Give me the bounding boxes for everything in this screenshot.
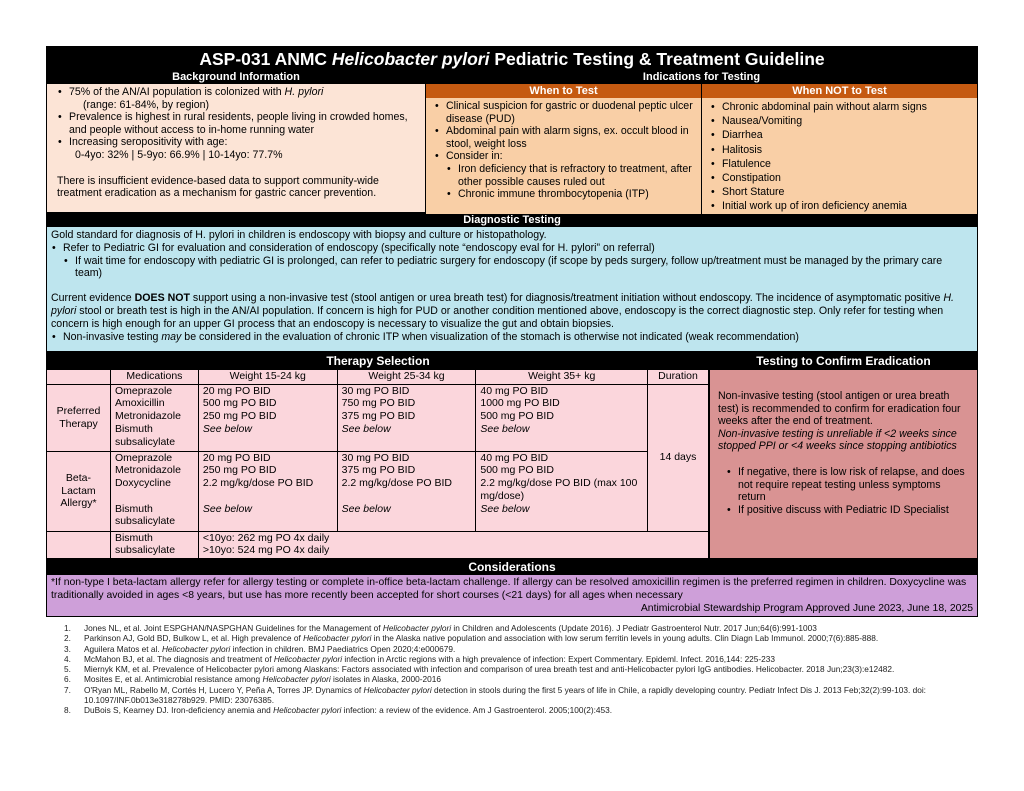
when-not-header: When NOT to Test xyxy=(702,84,977,98)
title-suffix: Pediatric Testing & Treatment Guideline xyxy=(489,49,825,69)
col-header: Duration xyxy=(648,370,709,384)
reference-text: McMahon BJ, et al. The diagnosis and treatment of Helicobacter pylori infection in Arctic regions with a high prevalence of infection: Expert Commentary. Epideml. Infect. 2016,144: 225-233 xyxy=(84,653,776,664)
therapy-section xyxy=(46,352,978,559)
beta-w1-doses: 20 mg PO BID 250 mg PO BID 2.2 mg/kg/dose PO BID xyxy=(202,451,314,490)
preferred-label: Preferred Therapy xyxy=(47,384,111,451)
reference-item xyxy=(64,685,964,706)
title-prefix: ASP-031 ANMC xyxy=(199,49,332,69)
not-item: • Flatulence xyxy=(710,157,973,171)
diagnostic-gold: Gold standard for diagnosis of H. pylori in children is endoscopy with biopsy and culture or histopathology. xyxy=(51,229,547,241)
preferred-w3-doses: 40 mg PO BID 1000 mg PO BID 500 mg PO BID xyxy=(480,384,560,423)
last-1: Non-invasive testing xyxy=(63,330,162,343)
not-item: • Chronic abdominal pain without alarm signs xyxy=(710,100,973,114)
not-item: • Diarrhea xyxy=(710,128,973,142)
not-item: • Halitosis xyxy=(710,143,973,157)
eradication-bullet: • If negative, there is low risk of relapse, and does not require repeat testing unless symptoms return xyxy=(726,466,969,504)
current-1: Current evidence xyxy=(51,292,135,305)
preferred-w2 xyxy=(337,384,476,451)
eradication-panel xyxy=(710,352,977,558)
references xyxy=(64,623,964,716)
when-item: • Abdominal pain with alarm signs, ex. occult blood in stool, weight loss xyxy=(434,125,697,150)
not-item: • Nausea/Vomiting xyxy=(710,114,973,128)
reference-item xyxy=(64,664,964,674)
reference-number: 2. xyxy=(64,633,71,644)
beta-w2-doses: 30 mg PO BID 375 mg PO BID 2.2 mg/kg/dose PO BID xyxy=(341,451,452,490)
last-italic: may xyxy=(161,330,182,343)
reference-text: Miernyk KM, et al. Prevalence of Helicobacter pylori among Alaskans: Factors associated with infection and comparison of urea breath test and anti-Helicobacter pylori IgG antibodies. Helicobacter. 2018 Jun;23(3):e12482. xyxy=(84,664,895,675)
bismuth-dose: <10yo: 262 mg PO 4x daily >10yo: 524 mg PO 4x daily xyxy=(198,531,708,558)
col-header: Medications xyxy=(110,370,198,384)
reference-text: Mosites E, et al. Antimicrobial resistance among Helicobacter pylori isolates in Alaska, 2000-2016 xyxy=(84,674,441,685)
indications-header: Indications for Testing xyxy=(426,70,977,84)
therapy-header: Therapy Selection xyxy=(47,352,709,370)
preferred-w2-doses: 30 mg PO BID 750 mg PO BID 375 mg PO BID xyxy=(341,384,416,423)
preferred-row xyxy=(47,384,709,451)
preferred-meds: Omeprazole Amoxicillin Metronidazole Bismuth subsalicylate xyxy=(110,384,198,451)
reference-text: O'Ryan ML, Rabello M, Cortés H, Lucero Y, Peña A, Torres JP. Dynamics of Helicobacter pylori detection in stools during the first 5 years of life in Chile, a rapidly developing country. Pediatr Infect Dis J. 2013 Feb;32(2):99-103. doi: 10.1097/INF.0b013e318278b929. PMID: 23076385. xyxy=(84,684,926,706)
considerations-panel xyxy=(46,559,978,617)
current-bold: DOES NOT xyxy=(134,292,190,305)
col-header: Weight 35+ kg xyxy=(476,370,648,384)
diagnostic-last xyxy=(51,331,971,344)
guideline-page xyxy=(46,46,978,617)
background-body xyxy=(47,84,425,200)
reference-text: Jones NL, et al. Joint ESPGHAN/NASPGHAN Guidelines for the Management of Helicobacter pylori in Children and Adolescents (Update 2016). J Pediatr Gastroenterol Nutr. 2017 Jun;64(6):991-1003 xyxy=(84,623,817,633)
see-below: See below xyxy=(202,502,252,515)
when-item: • Clinical suspicion for gastric or duodenal peptic ulcer disease (PUD) xyxy=(434,100,697,125)
diagnostic-body xyxy=(47,227,977,343)
not-item: • Initial work up of iron deficiency anemia xyxy=(710,199,973,213)
when-to-test-header: When to Test xyxy=(426,84,701,98)
last-2: be considered in the evaluation of chronic ITP when visualization of the stomach is otherwise not indicated (weak recommendation) xyxy=(181,330,799,343)
diagnostic-bullet: • If wait time for endoscopy with pediatric GI is prolonged, can refer to pediatric surgery for endoscopy (if scope by peds surgery, follow up/treatment must be managed by the primary care team) xyxy=(63,255,971,281)
see-below: See below xyxy=(341,502,391,515)
background-header: Background Information xyxy=(47,70,425,84)
bismuth-row xyxy=(47,531,709,558)
beta-w1 xyxy=(198,451,337,531)
diagnostic-current xyxy=(51,292,971,330)
consider-item: • Chronic immune thrombocytopenia (ITP) xyxy=(446,188,697,201)
eradication-text: Non-invasive testing (stool antigen or urea breath test) is recommended to confirm for eradication four weeks after the end of treatment. xyxy=(718,390,961,428)
title-italic: Helicobacter pylori xyxy=(331,49,490,69)
diagnostic-bullet: • Refer to Pediatric GI for evaluation and consideration of endoscopy (specifically note “endoscopy eval for H. pylori” on referral) xyxy=(51,242,971,255)
background-bullet xyxy=(57,86,419,111)
eradication-bullet: • If positive discuss with Pediatric ID Specialist xyxy=(726,504,969,517)
reference-number: 5. xyxy=(64,664,71,675)
consider-item: • Iron deficiency that is refractory to treatment, after other possible causes ruled out xyxy=(446,163,697,188)
therapy-table xyxy=(46,370,709,558)
indications-columns xyxy=(426,84,977,214)
beta-row xyxy=(47,451,709,531)
reference-item xyxy=(64,674,964,684)
reference-item xyxy=(64,623,964,633)
bg-b1-range: (range: 61-84%, by region) xyxy=(83,98,210,111)
see-below: See below xyxy=(480,422,530,435)
bg-b3: Increasing seropositivity with age: xyxy=(69,136,228,149)
diagnostic-header: Diagnostic Testing xyxy=(47,213,977,227)
eradication-italic: Non-invasive testing is unreliable if <2 weeks since stopped PPI or <4 weeks since stopping antibiotics xyxy=(718,427,957,453)
bg-b1-text: 75% of the AN/AI population is colonized with xyxy=(69,86,285,98)
table-header-row xyxy=(47,370,709,384)
bg-b3-ages: 0-4yo: 32% | 5-9yo: 66.9% | 10-14yo: 77.7% xyxy=(75,148,283,161)
considerations-header: Considerations xyxy=(47,559,977,575)
background-bullet xyxy=(57,136,419,161)
reference-text: Aguilera Matos et al. Helicobacter pylori infection in children. BMJ Paediatrics Open 2020;4:e000679. xyxy=(84,643,456,654)
page-title xyxy=(46,46,978,70)
reference-number: 8. xyxy=(64,705,71,716)
reference-number: 1. xyxy=(64,623,71,633)
reference-item xyxy=(64,633,964,643)
reference-number: 4. xyxy=(64,653,71,664)
header-empty xyxy=(47,370,111,384)
not-item: • Constipation xyxy=(710,171,973,185)
beta-w2 xyxy=(337,451,476,531)
background-panel xyxy=(47,70,426,212)
indications-panel xyxy=(426,70,977,212)
bismuth-empty xyxy=(47,531,111,558)
when-not-body xyxy=(702,98,977,214)
when-to-test-body xyxy=(426,98,701,201)
background-note: There is insufficient evidence-based data to support community-wide treatment eradication as a mechanism for gastric cancer prevention. xyxy=(57,174,379,200)
reference-item xyxy=(64,705,964,715)
current-2: support using a non-invasive test (stool antigen or urea breath test) for diagnosis/treatment initiation without endoscopy. The incidence of asymptomatic positive xyxy=(189,292,944,305)
see-below: See below xyxy=(341,422,391,435)
preferred-w1 xyxy=(198,384,337,451)
reference-text: Parkinson AJ, Gold BD, Bulkow L, et al. High prevalence of Helicobacter pylori in the Alaska native population and association with low serum ferritin levels in young adults. Clin Diagn Lab Immunol. 2000;7(6):885-888. xyxy=(84,633,879,644)
therapy-panel xyxy=(47,352,710,558)
beta-w3-doses: 40 mg PO BID 500 mg PO BID 2.2 mg/kg/dose PO BID (max 100 mg/dose) xyxy=(480,451,638,502)
beta-label: Beta-Lactam Allergy* xyxy=(47,451,111,531)
background-bullet: • Prevalence is highest in rural residents, people living in crowded homes, and people without access to in-home running water xyxy=(57,111,419,136)
reference-number: 7. xyxy=(64,684,71,695)
eradication-body xyxy=(710,370,977,516)
see-below: See below xyxy=(480,502,530,515)
when-item: • Consider in: xyxy=(434,150,697,163)
col-header: Weight 25-34 kg xyxy=(337,370,476,384)
eradication-header: Testing to Confirm Eradication xyxy=(710,352,977,370)
duration-cell: 14 days xyxy=(648,384,709,531)
preferred-w3 xyxy=(476,384,648,451)
reference-text: DuBois S, Kearney DJ. Iron-deficiency anemia and Helicobacter pylori infection: a review of the evidence. Am J Gastroenterol. 2005;100(2):453. xyxy=(84,705,613,716)
reference-item xyxy=(64,654,964,664)
when-to-test-panel xyxy=(426,84,702,214)
beta-meds: Omeprazole Metronidazole Doxycycline Bismuth subsalicylate xyxy=(110,451,198,531)
diagnostic-panel xyxy=(46,213,978,352)
reference-number: 6. xyxy=(64,674,71,685)
beta-w3 xyxy=(476,451,648,531)
not-item: • Short Stature xyxy=(710,185,973,199)
see-below: See below xyxy=(202,422,252,435)
current-3: stool or breath test is high in the AN/AI population. If concern is high for PUD or another condition mentioned above, endoscopy is the correct diagnostic step. Only refer for testing when concern is high enough for an upper GI process that an endoscopy is necessary to visualize the gut and obtain biopsies. xyxy=(51,304,944,330)
reference-number: 3. xyxy=(64,643,71,654)
bg-b1-italic: H. pylori xyxy=(284,86,324,98)
reference-item xyxy=(64,644,964,654)
when-not-to-test-panel xyxy=(702,84,977,214)
considerations-text: *If non-type I beta-lactam allergy refer for allergy testing or complete in-office beta-lactam challenge. If allergy can be resolved amoxicillin regimen is the preferred regimen in children. Doxycycline was traditionally avoided in ages <8 years, but use has more recently been accepted for short courses (<21 days) for all ages when necessary xyxy=(51,577,967,601)
col-header: Weight 15-24 kg xyxy=(198,370,337,384)
current-italic: H. pylori xyxy=(51,292,954,317)
top-section xyxy=(46,70,978,213)
preferred-w1-doses: 20 mg PO BID 500 mg PO BID 250 mg PO BID xyxy=(202,384,277,423)
bismuth-label: Bismuth subsalicylate xyxy=(110,531,198,558)
approval-text: Antimicrobial Stewardship Program Approved June 2023, June 18, 2025 xyxy=(640,602,973,614)
